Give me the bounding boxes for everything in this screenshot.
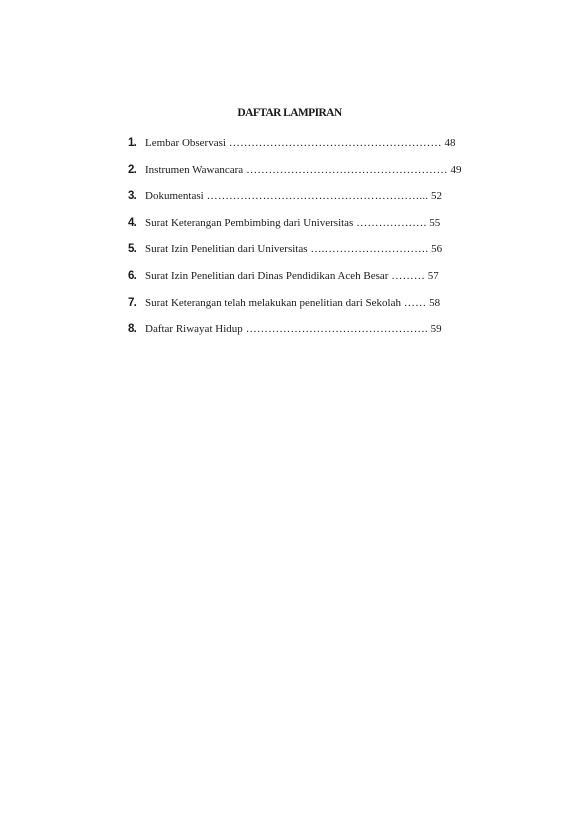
item-page-number: 56 <box>428 243 443 255</box>
list-item <box>128 240 442 258</box>
item-page-number: 59 <box>427 323 442 335</box>
item-number: 5. <box>128 243 136 255</box>
list-item <box>128 161 462 179</box>
item-page-number: 52 <box>428 190 443 202</box>
item-page-number: 48 <box>441 137 456 149</box>
list-item <box>128 187 442 205</box>
list-item <box>128 320 442 338</box>
dot-leader: ……………………………………………… <box>243 164 448 176</box>
item-label: Daftar Riwayat Hidup <box>145 323 243 335</box>
item-page-number: 58 <box>426 297 441 309</box>
dot-leader: ………………………………………………… <box>225 137 442 149</box>
item-label: Surat Keterangan telah melakukan penelitian dari Sekolah <box>145 297 401 309</box>
item-page-number: 49 <box>447 164 462 176</box>
item-page-number: 55 <box>426 217 441 229</box>
item-label: Surat Keterangan Pembimbing dari Universitas <box>145 217 354 229</box>
item-number: 2. <box>128 164 136 176</box>
item-label: Lembar Observasi <box>145 137 226 149</box>
dot-leader: …………………………………………………... <box>203 190 429 202</box>
page-title: DAFTAR LAMPIRAN <box>237 107 342 119</box>
list-item <box>128 294 440 312</box>
item-label: Surat Izin Penelitian dari Dinas Pendidikan Aceh Besar <box>145 270 389 282</box>
dot-leader: ….………………………. <box>307 243 429 255</box>
item-number: 4. <box>128 217 136 229</box>
item-number: 8. <box>128 323 136 335</box>
list-item <box>128 134 455 152</box>
item-number: 6. <box>128 270 136 282</box>
item-number: 7. <box>128 297 136 309</box>
item-number: 3. <box>128 190 136 202</box>
item-page-number: 57 <box>425 270 439 282</box>
list-item <box>128 214 440 232</box>
dot-leader: …… <box>400 297 427 309</box>
item-label: Dokumentasi <box>145 190 204 202</box>
dot-leader: ……… <box>388 270 426 282</box>
list-item <box>128 267 439 285</box>
item-label: Instrumen Wawancara <box>145 164 244 176</box>
item-number: 1. <box>128 137 136 149</box>
item-label: Surat Izin Penelitian dari Universitas <box>145 243 308 255</box>
dot-leader: …………………………………………. <box>242 323 428 335</box>
dot-leader: ………………. <box>353 217 427 229</box>
